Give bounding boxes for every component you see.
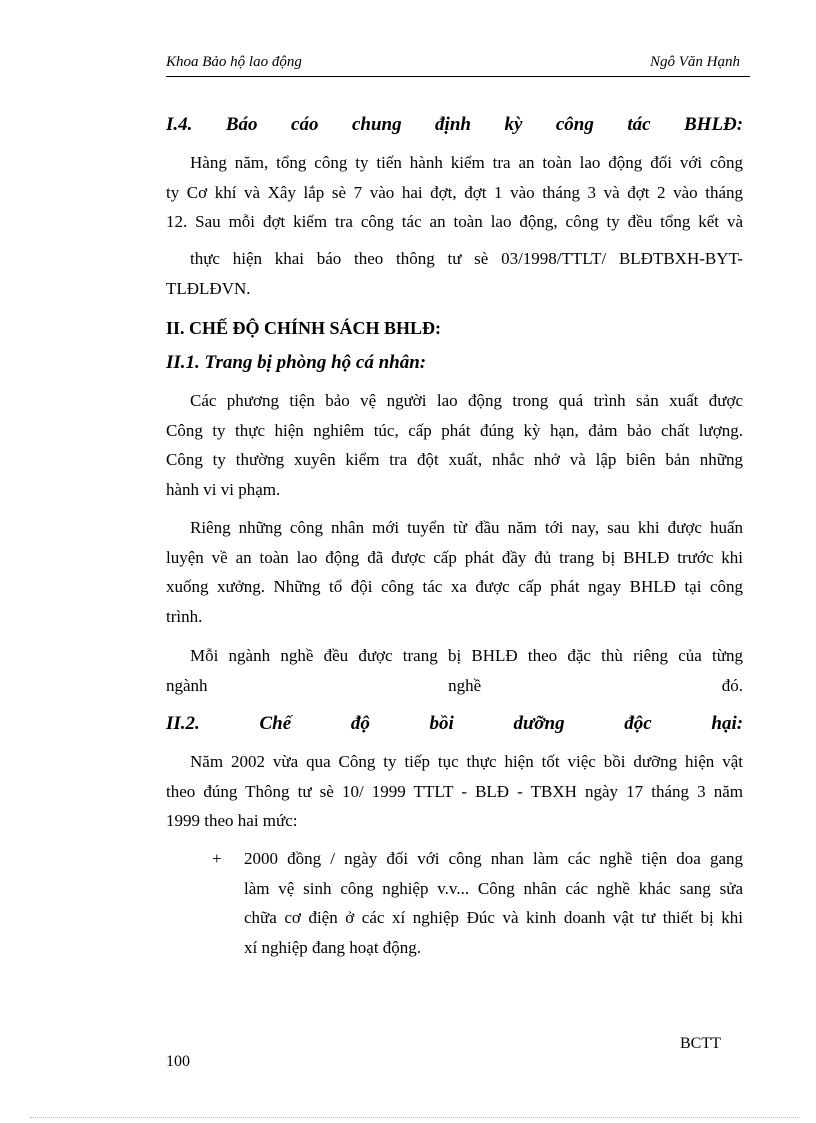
heading-word: độ [350, 713, 370, 734]
heading-word: Báo [225, 114, 258, 135]
text-line: ngành nghề đó. [166, 676, 743, 695]
header-department: Khoa Bảo hộ lao động [166, 54, 302, 70]
text-line: Công ty thực hiện nghiêm túc, cấp phát đúng kỳ hạn, đảm bảo chất lượng. [166, 421, 743, 440]
text-line: Công ty thường xuyên kiểm tra đột xuất, nhắc nhở và lập biên bản những [166, 450, 743, 469]
text-line: xí nghiệp đang hoạt động. [244, 938, 422, 957]
heading-word: Chế [259, 713, 292, 734]
heading-word: II.2. [166, 713, 200, 734]
heading-word: cáo [291, 114, 319, 135]
text-line: Năm 2002 vừa qua Công ty tiếp tục thực hiện tốt việc bồi dưỡng hiện vật [190, 752, 743, 771]
text-line: TLĐLĐVN. [166, 279, 251, 298]
heading-word: tác [627, 114, 651, 135]
text-line: xuống xưởng. Những tổ đội công tác xa được cấp phát ngay BHLĐ tại công [166, 577, 743, 596]
heading-word: BHLĐ: [684, 114, 744, 135]
text-line: Hàng năm, tổng công ty tiến hành kiểm tra an toàn lao động đối với công [190, 153, 743, 172]
page-number: 100 [166, 1053, 190, 1070]
header-author: Ngô Văn Hạnh [650, 54, 740, 70]
heading-text: II.1. Trang bị phòng hộ cá nhân: [166, 352, 427, 373]
heading-word: công [555, 114, 594, 135]
text-line: theo đúng Thông tư sè 10/ 1999 TTLT - BLĐ - TBXH ngày 17 tháng 3 năm [166, 782, 743, 801]
text-line: 2000 đồng / ngày đối với công nhan làm các nghề tiện doa gang [244, 849, 743, 868]
text-line: làm vệ sinh công nghiệp v.v... Công nhân các nghề khác sang sửa [244, 879, 743, 898]
text-line: chữa cơ điện ở các xí nghiệp Đúc và kinh doanh vật tư thiết bị khi [244, 908, 743, 927]
text-line: ty Cơ khí và Xây lắp sè 7 vào hai đợt, đợt 1 vào tháng 3 và đợt 2 vào tháng [166, 183, 743, 202]
heading-word: độc [624, 713, 652, 734]
text-line: luyện về an toàn lao động đã được cấp phát đầy đủ trang bị BHLĐ trước khi [166, 548, 743, 567]
heading-word: kỳ [504, 114, 523, 135]
text-line: trình. [166, 607, 203, 626]
heading-word: hại: [711, 713, 744, 734]
page-bottom-divider [30, 1117, 800, 1118]
heading-word: bồi [429, 713, 454, 734]
heading-word: chung [351, 114, 402, 135]
text-line: 1999 theo hai mức: [166, 811, 298, 830]
text-line: Các phương tiện bảo vệ người lao động trong quá trình sản xuất được [190, 391, 743, 410]
text-line: Mỗi ngành nghề đều được trang bị BHLĐ theo đặc thù riêng của từng [190, 646, 743, 665]
heading-word: định [435, 114, 471, 135]
heading-word: I.4. [166, 114, 193, 135]
bullet-marker: + [212, 849, 222, 868]
header-rule [166, 76, 750, 77]
text-line: thực hiện khai báo theo thông tư sè 03/1998/TTLT/ BLĐTBXH-BYT- [190, 249, 743, 268]
heading-word: dưỡng [513, 713, 565, 734]
text-line: hành vi vi phạm. [166, 480, 281, 499]
footer-code: BCTT [680, 1035, 721, 1052]
text-line: 12. Sau mỗi đợt kiểm tra công tác an toàn lao động, công ty đều tổng kết và [166, 212, 743, 231]
text-line: Riêng những công nhân mới tuyển từ đầu năm tới nay, sau khi được huấn [190, 518, 743, 537]
heading-text: II. CHẾ ĐỘ CHÍNH SÁCH BHLĐ: [166, 318, 442, 338]
